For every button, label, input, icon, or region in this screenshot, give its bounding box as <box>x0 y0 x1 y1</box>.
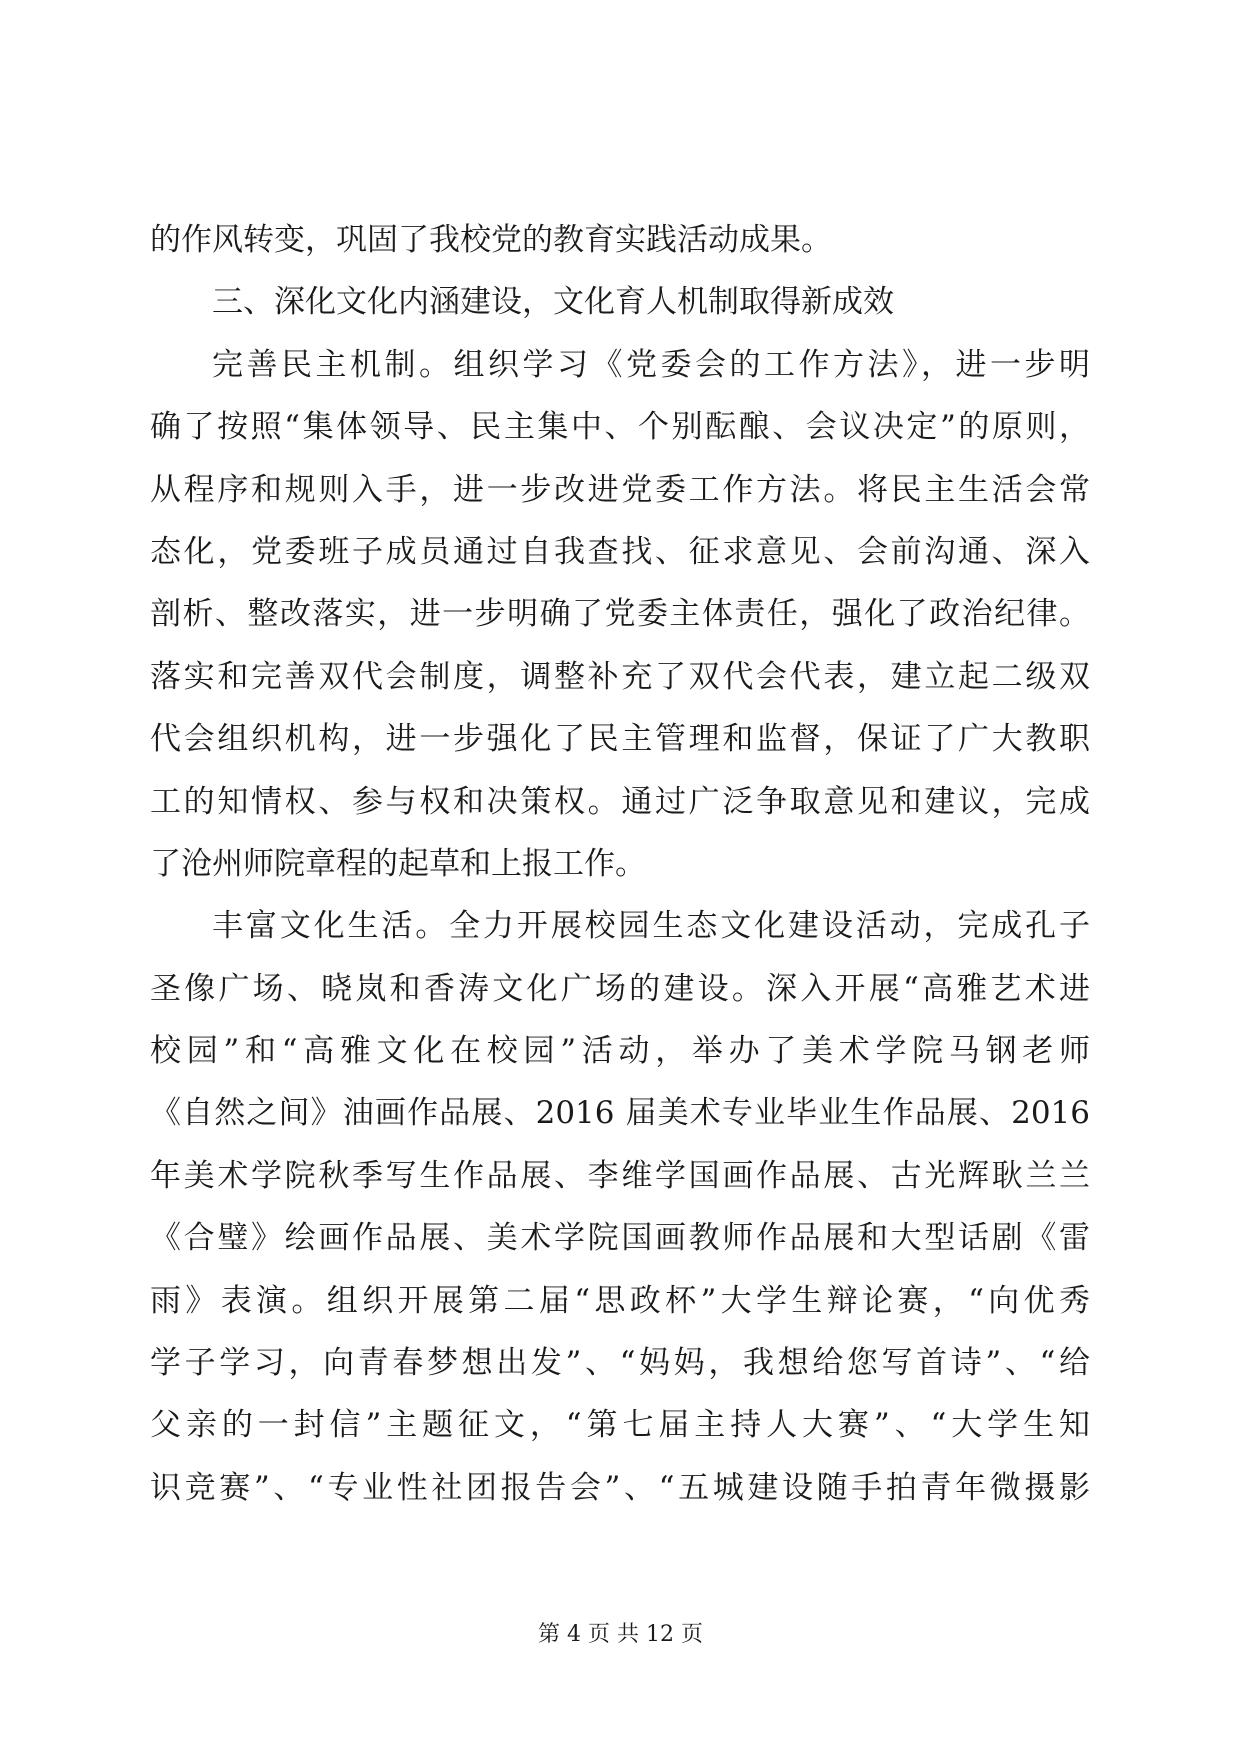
text-line: 识竞赛”、“专业性社团报告会”、“五城建设随手拍青年微摄影 <box>150 1469 1090 1506</box>
document-body <box>150 209 1090 1519</box>
text-line: 态化，党委班子成员通过自我查找、征求意见、会前沟通、深入 <box>150 533 1090 570</box>
page-footer: 第 4 页 共 12 页 <box>538 1622 703 1647</box>
text-line: 确了按照“集体领导、民主集中、个别酝酿、会议决定”的原则， <box>150 409 1090 446</box>
text-line: 的作风转变，巩固了我校党的教育实践活动成果。 <box>150 222 832 258</box>
text-line: 雨》表演。组织开展第二届“思政杯”大学生辩论赛，“向优秀 <box>150 1282 1090 1319</box>
text-line: 年美术学院秋季写生作品展、李维学国画作品展、古光辉耿兰兰 <box>150 1157 1090 1194</box>
text-line: 完善民主机制。组织学习《党委会的工作方法》，进一步明 <box>212 346 1090 383</box>
text-line: 工的知情权、参与权和决策权。通过广泛争取意见和建议，完成 <box>150 783 1090 820</box>
text-line: 学子学习，向青春梦想出发”、“妈妈，我想给您写首诗”、“给 <box>150 1345 1090 1382</box>
text-line: 剖析、整改落实，进一步明确了党委主体责任，强化了政治纪律。 <box>150 596 1090 633</box>
text-line: 落实和完善双代会制度，调整补充了双代会代表，建立起二级双 <box>150 658 1090 695</box>
text-line: 圣像广场、晓岚和香涛文化广场的建设。深入开展“高雅艺术进 <box>150 970 1090 1007</box>
text-line: 丰富文化生活。全力开展校园生态文化建设活动，完成孔子 <box>212 908 1090 945</box>
text-line: 《自然之间》油画作品展、2016 届美术专业毕业生作品展、2016 <box>150 1095 1090 1132</box>
text-line: 代会组织机构，进一步强化了民主管理和监督，保证了广大教职 <box>150 721 1090 758</box>
text-line: 了沧州师院章程的起草和上报工作。 <box>150 845 646 882</box>
text-line: 父亲的一封信”主题征文，“第七届主持人大赛”、“大学生知 <box>150 1407 1090 1444</box>
text-line: 校园”和“高雅文化在校园”活动，举办了美术学院马钢老师 <box>150 1033 1090 1070</box>
text-line: 三、深化文化内涵建设，文化育人机制取得新成效 <box>212 284 894 321</box>
text-line: 从程序和规则入手，进一步改进党委工作方法。将民主生活会常 <box>150 471 1090 508</box>
text-line: 《合璧》绘画作品展、美术学院国画教师作品展和大型话剧《雷 <box>150 1220 1090 1257</box>
